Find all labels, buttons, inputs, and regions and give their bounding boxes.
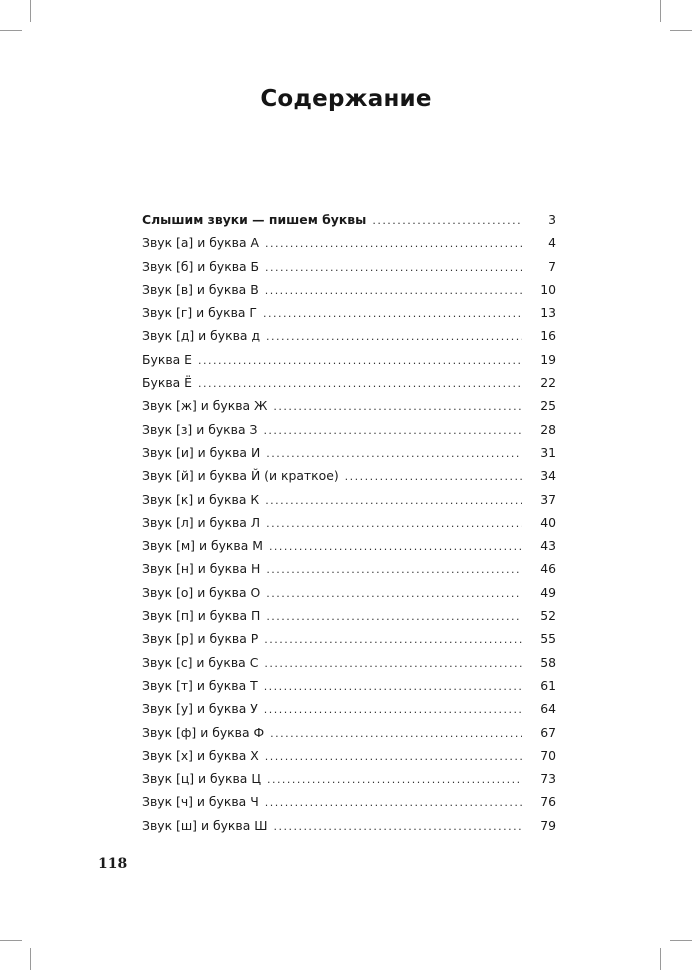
toc-entry-page: 10 — [540, 281, 556, 297]
toc-dot-leader — [264, 675, 522, 698]
toc-entry[interactable] — [142, 767, 556, 790]
toc-entry-page: 40 — [540, 514, 556, 530]
toc-entry-page: 46 — [540, 561, 556, 577]
toc-dot-leader — [198, 372, 522, 395]
toc-dot-leader — [265, 256, 522, 279]
toc-entry-page: 7 — [548, 258, 556, 274]
crop-mark-bottom-right — [660, 948, 661, 970]
toc-entry[interactable] — [142, 231, 556, 254]
toc-entry-label: Звук [к] и буква К — [142, 491, 260, 507]
toc-entry-label: Звук [р] и буква Р — [142, 631, 259, 647]
toc-entry[interactable] — [142, 557, 556, 580]
toc-entry[interactable] — [142, 255, 556, 278]
toc-entry-page: 37 — [540, 491, 556, 507]
table-of-contents — [142, 208, 556, 837]
crop-mark-left-top — [0, 30, 22, 31]
toc-entry-page: 4 — [548, 235, 556, 251]
toc-entry-label: Звук [т] и буква Т — [142, 677, 258, 693]
toc-entry[interactable] — [142, 488, 556, 511]
toc-entry-page: 25 — [540, 398, 556, 414]
crop-mark-left-bottom — [0, 940, 22, 941]
toc-entry-label: Звук [ш] и буква Ш — [142, 817, 268, 833]
toc-dot-leader — [273, 815, 522, 838]
toc-entry[interactable] — [142, 581, 556, 604]
toc-dot-leader — [264, 628, 522, 651]
page-title: Содержание — [260, 86, 432, 112]
toc-entry[interactable] — [142, 278, 556, 301]
toc-entry-page: 73 — [540, 771, 556, 787]
toc-entry[interactable] — [142, 651, 556, 674]
toc-dot-leader — [265, 232, 522, 255]
crop-mark-bottom-left — [30, 948, 31, 970]
toc-entry-label: Звук [з] и буква З — [142, 421, 258, 437]
toc-dot-leader — [266, 512, 522, 535]
toc-entry-label: Звук [х] и буква Х — [142, 747, 259, 763]
toc-entry-label: Звук [о] и буква О — [142, 584, 261, 600]
toc-entry-page: 13 — [540, 305, 556, 321]
toc-entry[interactable] — [142, 394, 556, 417]
toc-entry-label: Звук [г] и буква Г — [142, 305, 257, 321]
toc-dot-leader — [263, 419, 522, 442]
toc-entry-page: 49 — [540, 584, 556, 600]
toc-entry-page: 70 — [540, 747, 556, 763]
toc-entry-label: Звук [а] и буква А — [142, 235, 259, 251]
toc-entry-page: 3 — [548, 212, 556, 227]
toc-dot-leader — [265, 791, 522, 814]
toc-dot-leader — [273, 395, 522, 418]
toc-entry[interactable] — [142, 604, 556, 627]
toc-dot-leader — [198, 349, 522, 372]
toc-entry-label: Звук [в] и буква В — [142, 281, 259, 297]
toc-dot-leader — [270, 722, 522, 745]
toc-entry[interactable] — [142, 208, 556, 231]
page-number: 118 — [98, 856, 128, 872]
toc-entry-page: 31 — [540, 444, 556, 460]
toc-entry[interactable] — [142, 534, 556, 557]
toc-dot-leader — [266, 558, 522, 581]
toc-dot-leader — [265, 489, 522, 512]
crop-mark-top-left — [30, 0, 31, 22]
toc-dot-leader — [265, 279, 522, 302]
crop-mark-right-top — [670, 30, 692, 31]
crop-mark-right-bottom — [670, 940, 692, 941]
toc-entry-label: Звук [ф] и буква Ф — [142, 724, 265, 740]
toc-entry-page: 64 — [540, 701, 556, 717]
toc-entry-page: 61 — [540, 677, 556, 693]
toc-entry[interactable] — [142, 301, 556, 324]
toc-dot-leader — [263, 302, 522, 325]
toc-entry-label: Звук [д] и буква д — [142, 328, 261, 344]
toc-entry-page: 22 — [540, 375, 556, 391]
toc-entry-label: Звук [б] и буква Б — [142, 258, 260, 274]
toc-entry-label: Буква Е — [142, 351, 192, 367]
toc-dot-leader — [269, 535, 522, 558]
toc-entry-label: Звук [п] и буква П — [142, 608, 261, 624]
toc-entry-label: Звук [л] и буква Л — [142, 514, 261, 530]
toc-entry-page: 16 — [540, 328, 556, 344]
toc-entry[interactable] — [142, 371, 556, 394]
toc-entry[interactable] — [142, 790, 556, 813]
toc-entry[interactable] — [142, 464, 556, 487]
toc-entry[interactable] — [142, 674, 556, 697]
toc-dot-leader — [264, 652, 522, 675]
toc-entry-page: 43 — [540, 538, 556, 554]
toc-dot-leader — [267, 768, 522, 791]
toc-entry-label: Звук [н] и буква Н — [142, 561, 261, 577]
toc-dot-leader — [266, 605, 522, 628]
toc-dot-leader — [266, 325, 522, 348]
toc-entry-label: Звук [и] и буква И — [142, 444, 261, 460]
toc-entry-page: 55 — [540, 631, 556, 647]
crop-mark-top-right — [660, 0, 661, 22]
toc-entry[interactable] — [142, 627, 556, 650]
toc-entry-label: Звук [ц] и буква Ц — [142, 771, 261, 787]
toc-dot-leader — [345, 465, 522, 488]
toc-entry-label: Звук [с] и буква С — [142, 654, 259, 670]
toc-entry[interactable] — [142, 814, 556, 837]
toc-dot-leader — [265, 745, 522, 768]
toc-entry-page: 28 — [540, 421, 556, 437]
toc-entry-page: 79 — [540, 817, 556, 833]
toc-entry[interactable] — [142, 441, 556, 464]
toc-dot-leader — [266, 582, 522, 605]
toc-entry-page: 19 — [540, 351, 556, 367]
toc-dot-leader — [266, 442, 522, 465]
toc-entry-label: Слышим звуки — пишем буквы — [142, 212, 367, 227]
toc-entry-page: 52 — [540, 608, 556, 624]
toc-entry-page: 34 — [540, 468, 556, 484]
toc-dot-leader — [264, 698, 522, 721]
toc-entry[interactable] — [142, 744, 556, 767]
toc-entry[interactable] — [142, 511, 556, 534]
toc-entry-label: Звук [у] и буква У — [142, 701, 258, 717]
toc-entry[interactable] — [142, 348, 556, 371]
toc-entry-label: Звук [ч] и буква Ч — [142, 794, 259, 810]
toc-entry-page: 76 — [540, 794, 556, 810]
toc-entry[interactable] — [142, 697, 556, 720]
toc-entry-label: Звук [й] и буква Й (и краткое) — [142, 468, 339, 484]
toc-entry-label: Буква Ё — [142, 375, 192, 391]
toc-entry-page: 67 — [540, 724, 556, 740]
toc-entry[interactable] — [142, 324, 556, 347]
toc-entry-label: Звук [ж] и буква Ж — [142, 398, 268, 414]
toc-entry-label: Звук [м] и буква М — [142, 538, 263, 554]
toc-entry-page: 58 — [540, 654, 556, 670]
toc-entry[interactable] — [142, 418, 556, 441]
toc-entry[interactable] — [142, 721, 556, 744]
toc-dot-leader — [372, 209, 522, 232]
